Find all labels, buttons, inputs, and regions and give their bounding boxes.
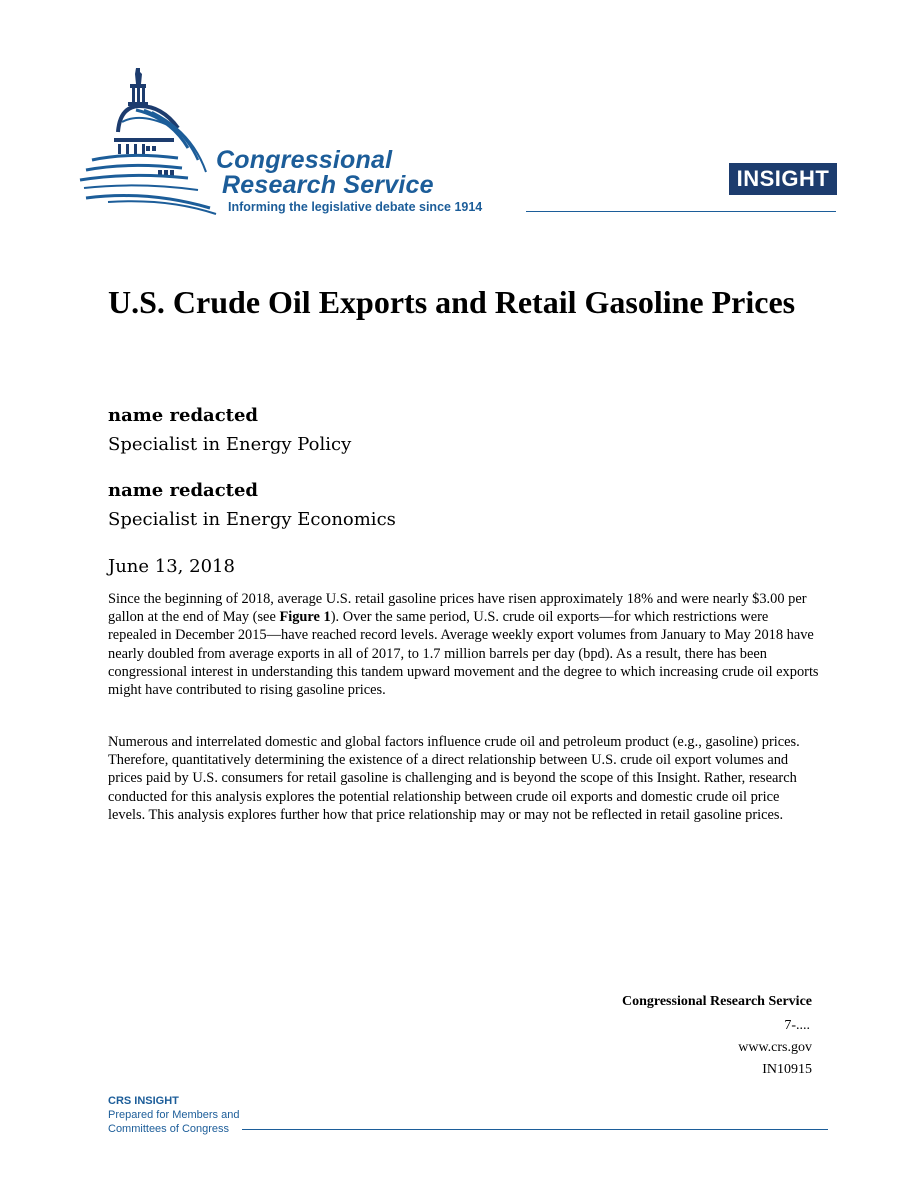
footer-report-id: IN10915 [762, 1062, 812, 1077]
org-name-line-1: Congressional [216, 146, 393, 174]
footer-divider [242, 1129, 828, 1130]
author-role: Specialist in Energy Policy [108, 434, 352, 455]
org-name-line-2: Research Service [222, 171, 434, 199]
org-tagline: Informing the legislative debate since 1914 [228, 200, 483, 214]
paragraph-1-text-b: ). Over the same period, U.S. crude oil exports—for which restrictions were repealed in December 2015—have reached record levels. Average weekly export volumes from January to May 2018 have nearly doubled from average exports in all of 2017, to 1.7 million barrels per day (bpd). As a result, there has been congressional interest in understanding this tandem upward movement and the degree to which increasing crude oil exports might have contributed to rising gasoline prices. [108, 609, 819, 699]
author-name: name redacted [108, 480, 259, 501]
tagline-divider [526, 211, 836, 212]
paragraph-1-text-a: Since the beginning of 2018, average U.S. retail gasoline prices have risen approximately 18% and were nearly $3.00 per gallon at the end of May (see [108, 591, 807, 626]
footer-website[interactable]: www.crs.gov [738, 1040, 812, 1055]
paragraph-1 [108, 590, 820, 699]
footer-org: Congressional Research Service [621, 994, 812, 1009]
paragraph-2-text: Numerous and interrelated domestic and global factors influence crude oil and petroleum product (e.g., gasoline) prices. Therefore, quantitatively determining the existence of a direct relationship between U.S. crude oil export volumes and prices paid by U.S. consumers for retail gasoline is challenging and is beyond the scope of this Insight. Rather, research conducted for this analysis explores the potential relationship between crude oil exports and domestic crude oil price levels. This analysis explores further how that price relationship may or may not be reflected in retail gasoline prices. [108, 734, 800, 823]
publication-date: June 13, 2018 [108, 556, 235, 577]
author-role: Specialist in Energy Economics [108, 509, 396, 530]
insight-badge: INSIGHT [729, 163, 837, 195]
committees-label: Committees of Congress [108, 1123, 230, 1135]
author-name: name redacted [108, 405, 259, 426]
prepared-for-label: Prepared for Members and [108, 1109, 240, 1121]
footer-code: 7-.... [784, 1018, 810, 1033]
paragraph-2 [108, 733, 820, 824]
capitol-dome-logo [78, 62, 228, 222]
crs-insight-label: CRS INSIGHT [108, 1095, 179, 1107]
document-title: U.S. Crude Oil Exports and Retail Gasoline Prices [108, 284, 796, 320]
figure-reference-link[interactable]: Figure 1 [279, 609, 331, 626]
